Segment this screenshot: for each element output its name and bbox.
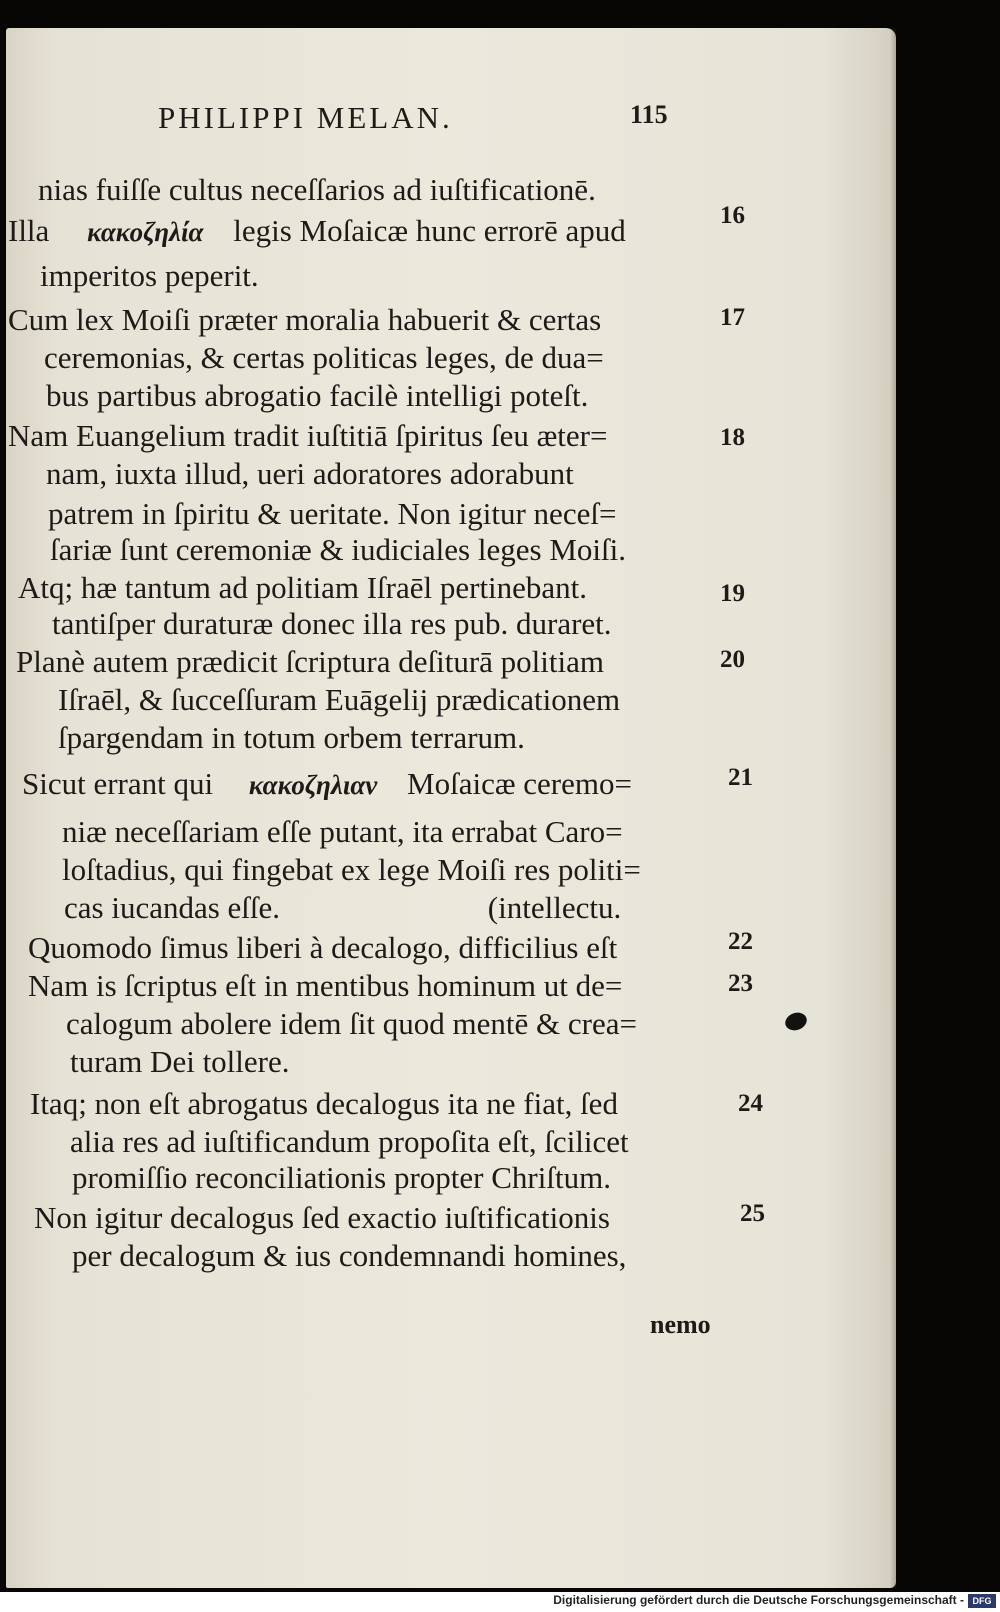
margin-number: 24 [738, 1090, 763, 1117]
margin-number: 23 [728, 970, 753, 997]
text-line [8, 213, 626, 250]
text-line: Cum lex Moiſi præter moralia habuerit & certas [8, 302, 602, 337]
text-line: Iſraēl, & ſucceſſuram Euāgelij prædicationem [58, 682, 621, 717]
dfg-logo-icon: DFG [968, 1594, 996, 1608]
text-line: per decalogum & ius condemnandi homines, [72, 1238, 627, 1273]
running-head: PHILIPPI MELAN. [158, 100, 453, 135]
text-segment: legis Moſaicæ hunc errorē apud [233, 213, 626, 248]
text-line: tantiſper duraturæ donec illa res pub. duraret. [52, 606, 612, 641]
margin-number: 17 [720, 304, 745, 331]
catchword: nemo [650, 1310, 711, 1339]
text-segment: (intellectu. [487, 890, 622, 925]
text-line [22, 766, 632, 803]
text-line: Atq; hæ tantum ad politiam Iſraēl pertinebant. [18, 570, 588, 605]
margin-number: 16 [720, 202, 745, 229]
text-line: niæ neceſſariam eſſe putant, ita errabat Caro= [62, 814, 623, 849]
text-line: Nam Euangelium tradit iuſtitiā ſpiritus ſeu æter= [8, 418, 608, 453]
text-line: calogum abolere idem ſit quod mentē & crea= [66, 1006, 637, 1041]
margin-number: 22 [728, 928, 753, 955]
margin-number: 20 [720, 646, 745, 673]
page-header [150, 100, 710, 140]
greek-word: κακοζηλιαν [248, 770, 378, 800]
margin-number: 25 [740, 1200, 765, 1227]
margin-number: 21 [728, 764, 753, 791]
text-line: turam Dei tollere. [70, 1044, 290, 1079]
text-line: Non igitur decalogus ſed exactio iuſtificationis [34, 1200, 610, 1235]
text-line: nam, iuxta illud, ueri adoratores adorabunt [46, 456, 574, 491]
margin-number: 18 [720, 424, 745, 451]
text-segment: Illa [8, 213, 50, 248]
page-edge-shadow [890, 28, 896, 1588]
text-line [64, 890, 621, 926]
text-line: ceremonias, & certas politicas leges, de dua= [44, 340, 604, 375]
margin-number: 19 [720, 580, 745, 607]
text-line: imperitos peperit. [40, 258, 259, 293]
text-segment: cas iucandas eſſe. [64, 890, 281, 925]
text-line: Nam is ſcriptus eſt in mentibus hominum ut de= [28, 968, 623, 1003]
text-line: bus partibus abrogatio facilè intelligi poteſt. [46, 378, 589, 413]
text-line: Itaq; non eſt abrogatus decalogus ita ne fiat, ſed [30, 1086, 618, 1121]
digitization-footer [0, 1592, 1000, 1612]
greek-word: κακοζηλία [87, 217, 204, 247]
text-line: Quomodo ſimus liberi à decalogo, difficilius eſt [28, 930, 618, 965]
page-number: 115 [630, 100, 668, 129]
text-line: loſtadius, qui fingebat ex lege Moiſi res politi= [62, 852, 641, 887]
footer-credit: Digitalisierung gefördert durch die Deutsche Forschungsgemeinschaft - [553, 1593, 964, 1607]
text-line: ſariæ ſunt ceremoniæ & iudiciales leges Moiſi. [50, 532, 626, 567]
text-line: patrem in ſpiritu & ueritate. Non igitur neceſ= [48, 496, 617, 531]
text-line: promiſſio reconciliationis propter Chriſtum. [72, 1160, 611, 1195]
text-segment: Sicut errant qui [22, 766, 214, 801]
text-segment: Moſaicæ ceremo= [407, 766, 632, 801]
text-line: ſpargendam in totum orbem terrarum. [58, 720, 525, 755]
text-line: alia res ad iuſtificandum propoſita eſt, ſcilicet [70, 1124, 629, 1159]
text-line: nias fuiſſe cultus neceſſarios ad iuſtificationē. [38, 172, 596, 207]
text-line: Planè autem prædicit ſcriptura deſiturā politiam [16, 644, 604, 679]
